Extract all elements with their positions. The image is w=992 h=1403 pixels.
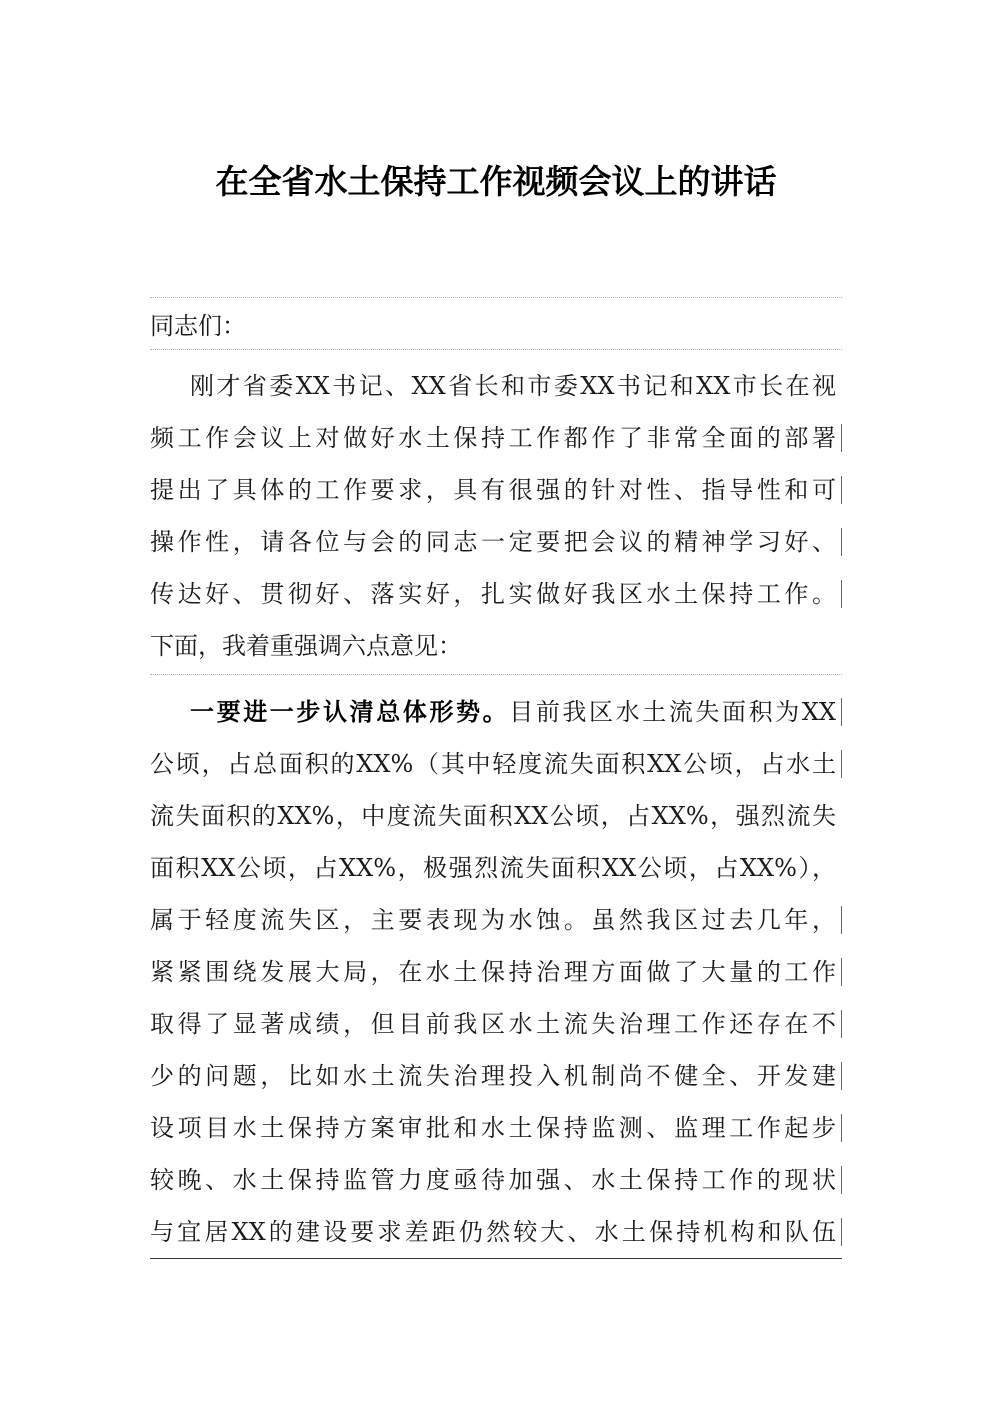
bottom-rule	[150, 1258, 842, 1259]
paragraph-line: 面积XX公顷，占XX%，极强烈流失面积XX公顷，占XX%），	[150, 854, 836, 882]
margin-bar	[841, 1010, 842, 1038]
paragraph-line: 属于轻度流失区，主要表现为水蚀。虽然我区过去几年，	[150, 894, 842, 946]
paragraph-line: 频工作会议上对做好水土保持工作都作了非常全面的部署	[150, 412, 842, 464]
document-title: 在全省水土保持工作视频会议上的讲话	[215, 162, 777, 201]
paragraph-line: 提出了具体的工作要求，具有很强的针对性、指导性和可	[150, 464, 842, 516]
margin-bar	[841, 528, 842, 556]
paragraph-line: 取得了显著成绩，但目前我区水土流失治理工作还存在不	[150, 998, 842, 1050]
margin-bar	[841, 424, 842, 452]
margin-bar	[841, 906, 842, 934]
margin-bar	[841, 476, 842, 504]
margin-bar	[841, 1166, 842, 1194]
paragraph-line: 紧紧围绕发展大局，在水土保持治理方面做了大量的工作	[150, 946, 842, 998]
margin-bar	[841, 1062, 842, 1090]
margin-bar	[841, 750, 842, 778]
paragraph-line: 少的问题，比如水土流失治理投入机制尚不健全、开发建	[150, 1050, 842, 1102]
margin-bar	[841, 1218, 842, 1246]
paragraph-line: 下面，我着重强调六点意见：	[150, 632, 462, 660]
margin-bar	[841, 1114, 842, 1142]
salutation: 同志们：	[150, 312, 246, 340]
margin-bar	[841, 698, 842, 726]
divider	[150, 674, 842, 675]
paragraph-line: 公顷，占总面积的XX%（其中轻度流失面积XX公顷，占水土	[150, 738, 842, 790]
section-heading: 一要进一步认清总体形势。	[190, 697, 510, 726]
margin-bar	[841, 580, 842, 608]
paragraph-line: 操作性，请各位与会的同志一定要把会议的精神学习好、	[150, 516, 842, 568]
divider	[150, 349, 842, 350]
paragraph-line: 流失面积的XX%，中度流失面积XX公顷，占XX%，强烈流失	[150, 802, 836, 830]
margin-bar	[841, 958, 842, 986]
paragraph-line: 传达好、贯彻好、落实好，扎实做好我区水土保持工作。	[150, 568, 842, 620]
paragraph-line: 刚才省委XX书记、XX省长和市委XX书记和XX市长在视	[190, 372, 836, 400]
paragraph-line: 设项目水土保持方案审批和水土保持监测、监理工作起步	[150, 1102, 842, 1154]
divider	[150, 297, 842, 298]
paragraph-line: 一要进一步认清总体形势。目前我区水土流失面积为XX	[150, 686, 842, 738]
paragraph-line: 与宜居XX的建设要求差距仍然较大、水土保持机构和队伍	[150, 1206, 842, 1258]
paragraph-line: 较晚、水土保持监管力度亟待加强、水土保持工作的现状	[150, 1154, 842, 1206]
